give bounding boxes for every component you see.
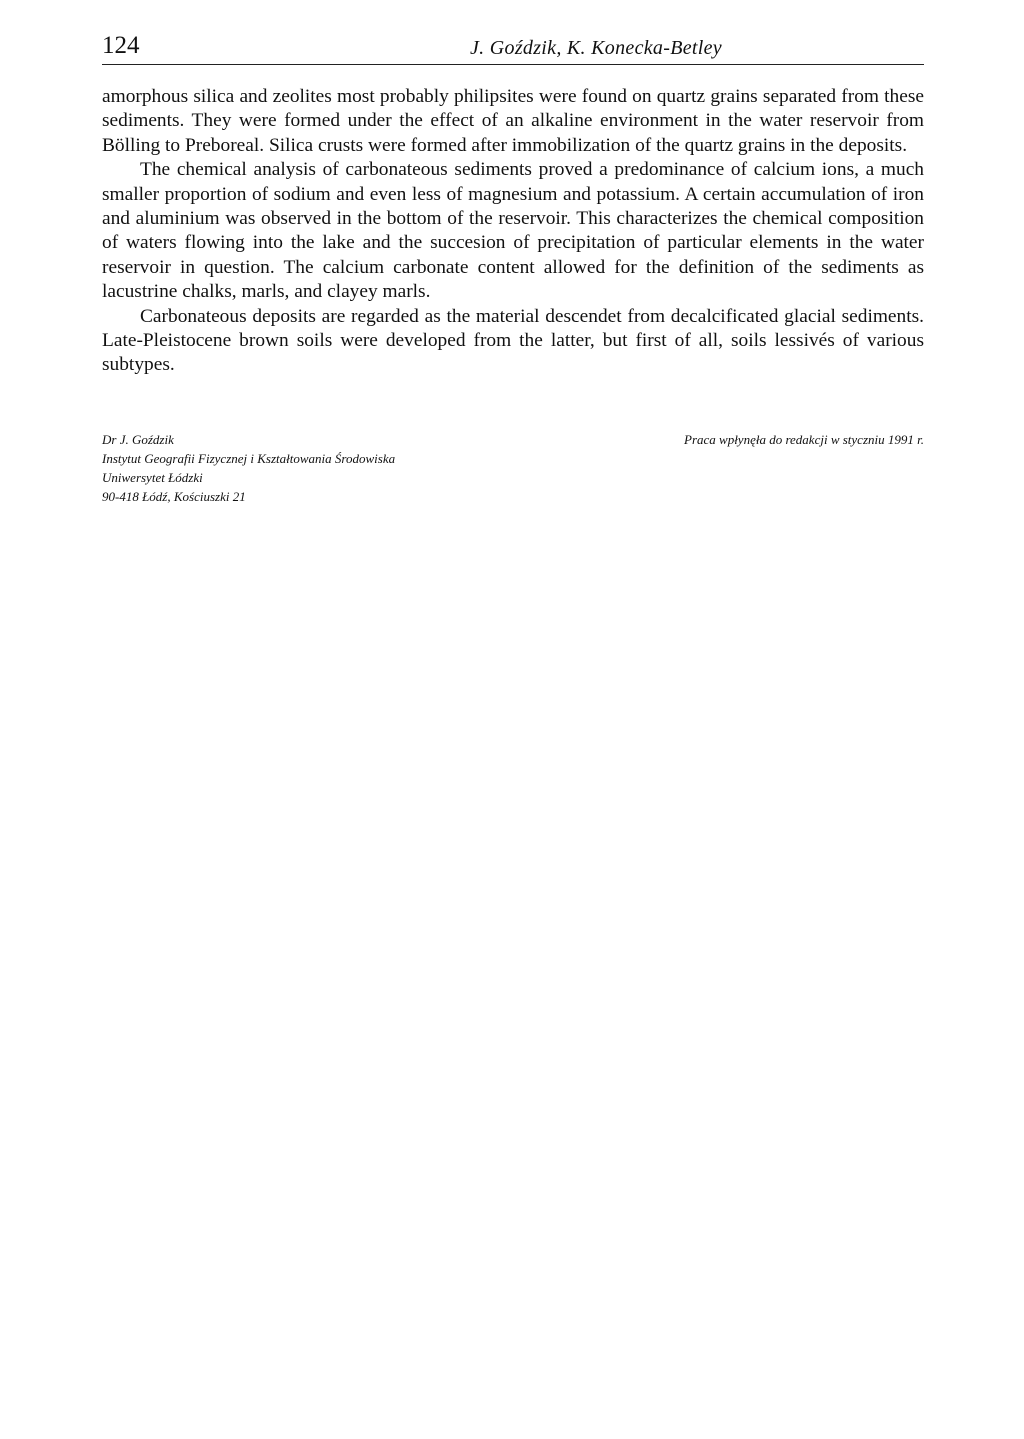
- paragraph-1: amorphous silica and zeolites most probably philipsites were found on quartz grains separated from these sediments. They were formed under the effect of an alkaline environment in the water reservoir from Bölling to Preboreal. Silica crusts were formed after immobilization of the quartz grains in the deposits.: [102, 86, 924, 156]
- address-line-institute: Instytut Geografii Fizycznej i Kształtowania Środowiska: [102, 451, 396, 466]
- running-title: J. Goździk, K. Konecka-Betley: [470, 37, 722, 59]
- address-line-street: 90-418 Łódź, Kościuszki 21: [102, 489, 246, 504]
- paragraph-3: Carbonateous deposits are regarded as the material descendet from decalcificated glacial sediments. Late-Pleistocene brown soils were developed from the latter, but first of all, soils lessivés of various subtypes.: [102, 305, 924, 376]
- address-line-university: Uniwersytet Łódzki: [102, 470, 203, 485]
- body-text: [102, 85, 924, 378]
- address-line-name: Dr J. Goździk: [102, 432, 174, 447]
- author-address: [102, 430, 395, 506]
- running-head: [102, 28, 924, 65]
- paragraph-2: The chemical analysis of carbonateous sediments proved a predominance of calcium ions, a much smaller proportion of sodium and even less of magnesium and potassium. A certain accumulation of iron and aluminium was observed in the bottom of the reservoir. This characterizes the chemical composition of waters flowing into the lake and the succesion of precipitation of particular elements in the water reservoir in question. The calcium carbonate content allowed for the definition of the sediments as lacustrine chalks, marls, and clayey marls.: [102, 159, 924, 303]
- page-number: 124: [102, 32, 140, 59]
- received-date-note: Praca wpłynęła do redakcji w styczniu 1991 r.: [684, 432, 924, 447]
